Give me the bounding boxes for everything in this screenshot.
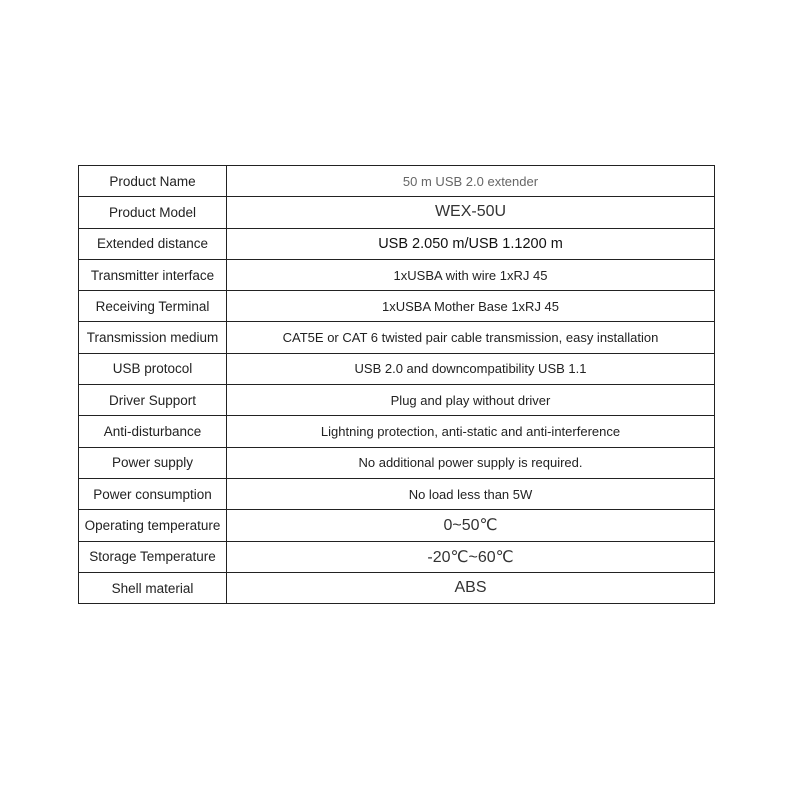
- table-row: [79, 259, 715, 290]
- table-row: [79, 166, 715, 197]
- row-value: Plug and play without driver: [227, 385, 715, 416]
- row-value: No additional power supply is required.: [227, 447, 715, 478]
- row-value: CAT5E or CAT 6 twisted pair cable transmission, easy installation: [227, 322, 715, 353]
- row-value: USB 2.0 and downcompatibility USB 1.1: [227, 353, 715, 384]
- row-label: Driver Support: [79, 385, 227, 416]
- table-row: [79, 447, 715, 478]
- row-label: Product Model: [79, 197, 227, 228]
- row-label: Transmitter interface: [79, 259, 227, 290]
- table-row: [79, 197, 715, 228]
- row-label: Anti-disturbance: [79, 416, 227, 447]
- row-value: 50 m USB 2.0 extender: [227, 166, 715, 197]
- row-label: USB protocol: [79, 353, 227, 384]
- row-label: Operating temperature: [79, 510, 227, 541]
- row-label: Transmission medium: [79, 322, 227, 353]
- row-label: Power consumption: [79, 478, 227, 509]
- row-value: -20℃~60℃: [227, 541, 715, 572]
- row-label: Product Name: [79, 166, 227, 197]
- row-value: No load less than 5W: [227, 478, 715, 509]
- row-value: Lightning protection, anti-static and anti-interference: [227, 416, 715, 447]
- row-label: Power supply: [79, 447, 227, 478]
- row-value: ABS: [227, 572, 715, 603]
- table-row: [79, 478, 715, 509]
- table-row: [79, 572, 715, 603]
- table-row: [79, 385, 715, 416]
- table-row: [79, 228, 715, 259]
- table-row: [79, 416, 715, 447]
- row-label: Receiving Terminal: [79, 291, 227, 322]
- row-value: WEX-50U: [227, 197, 715, 228]
- row-value: 1xUSBA Mother Base 1xRJ 45: [227, 291, 715, 322]
- table-row: [79, 291, 715, 322]
- row-value: 1xUSBA with wire 1xRJ 45: [227, 259, 715, 290]
- spec-table: [78, 165, 715, 604]
- row-label: Storage Temperature: [79, 541, 227, 572]
- row-label: Extended distance: [79, 228, 227, 259]
- table-row: [79, 541, 715, 572]
- row-value: 0~50℃: [227, 510, 715, 541]
- row-label: Shell material: [79, 572, 227, 603]
- table-row: [79, 322, 715, 353]
- row-value: USB 2.050 m/USB 1.1200 m: [227, 228, 715, 259]
- table-row: [79, 510, 715, 541]
- table-row: [79, 353, 715, 384]
